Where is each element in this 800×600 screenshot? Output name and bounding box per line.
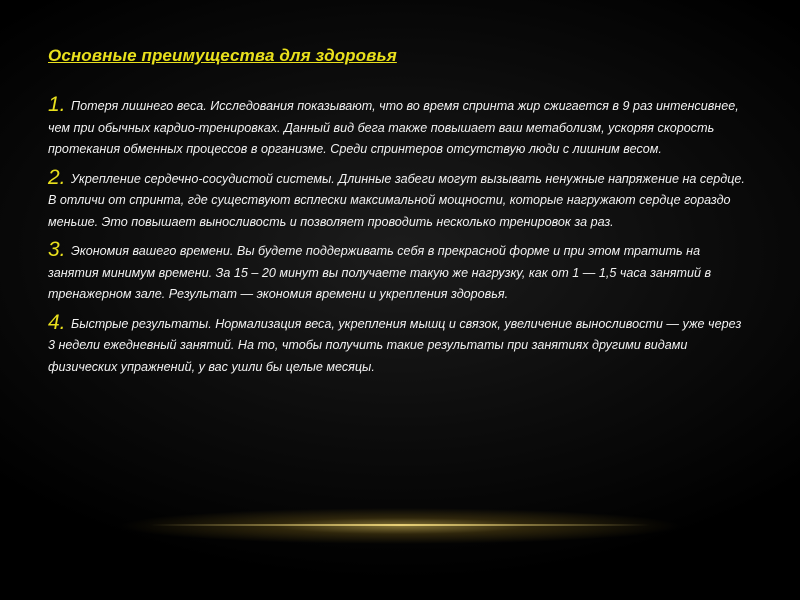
benefit-text-3: Экономия вашего времени. Вы будете поддерживать себя в прекрасной форме и при этом тратить на занятия минимум времени. За 15 – 20 минут вы получаете такую же нагрузку, как от 1 — 1,5 часа занятий в тренажерном зале. Результат — экономия времени и укрепления здоровья. xyxy=(48,244,712,301)
benefit-text-2: Укрепление сердечно-сосудистой системы. Длинные забеги могут вызывать ненужные напряжение на сердце. В отличи от спринта, где существуют всплески максимальной мощности, которые нагружают сердце гораздо меньше. Это повышает выносливость и позволяет проводить несколько тренировок за раз. xyxy=(48,171,745,229)
benefit-number-3: 3. xyxy=(48,238,66,261)
benefit-text-1: Потеря лишнего веса. Исследования показывают, что во время спринта жир сжигается в 9 раз интенсивнее, чем при обычных кардио-тренировках. Данный вид бега также повышает ваш метаболизм, ускоряя скорость протекания обменных процессов в организме. Среди спринтеров отсутствую люди с лишним весом. xyxy=(48,99,739,156)
benefit-number-1: 1. xyxy=(48,93,66,116)
benefit-number-2: 2. xyxy=(48,165,66,189)
benefits-list xyxy=(48,94,748,384)
decorative-glow-line xyxy=(150,524,650,526)
decorative-glow xyxy=(120,508,680,544)
benefit-text-4: Быстрые результаты. Нормализация веса, укрепления мышц и связок, увеличение выносливости — уже через 3 недели ежедневный занятий. На то, чтобы получить такие результаты при занятиях другими видами физических упражнений, у вас ушли бы целые месяцы. xyxy=(48,316,742,374)
benefit-number-4: 4. xyxy=(48,310,66,334)
benefit-item-2 xyxy=(48,167,748,234)
benefit-item-3 xyxy=(48,239,748,306)
benefit-item-4 xyxy=(48,312,748,379)
benefit-item-1 xyxy=(48,94,748,161)
slide-title: Основные преимущества для здоровья xyxy=(48,46,397,65)
